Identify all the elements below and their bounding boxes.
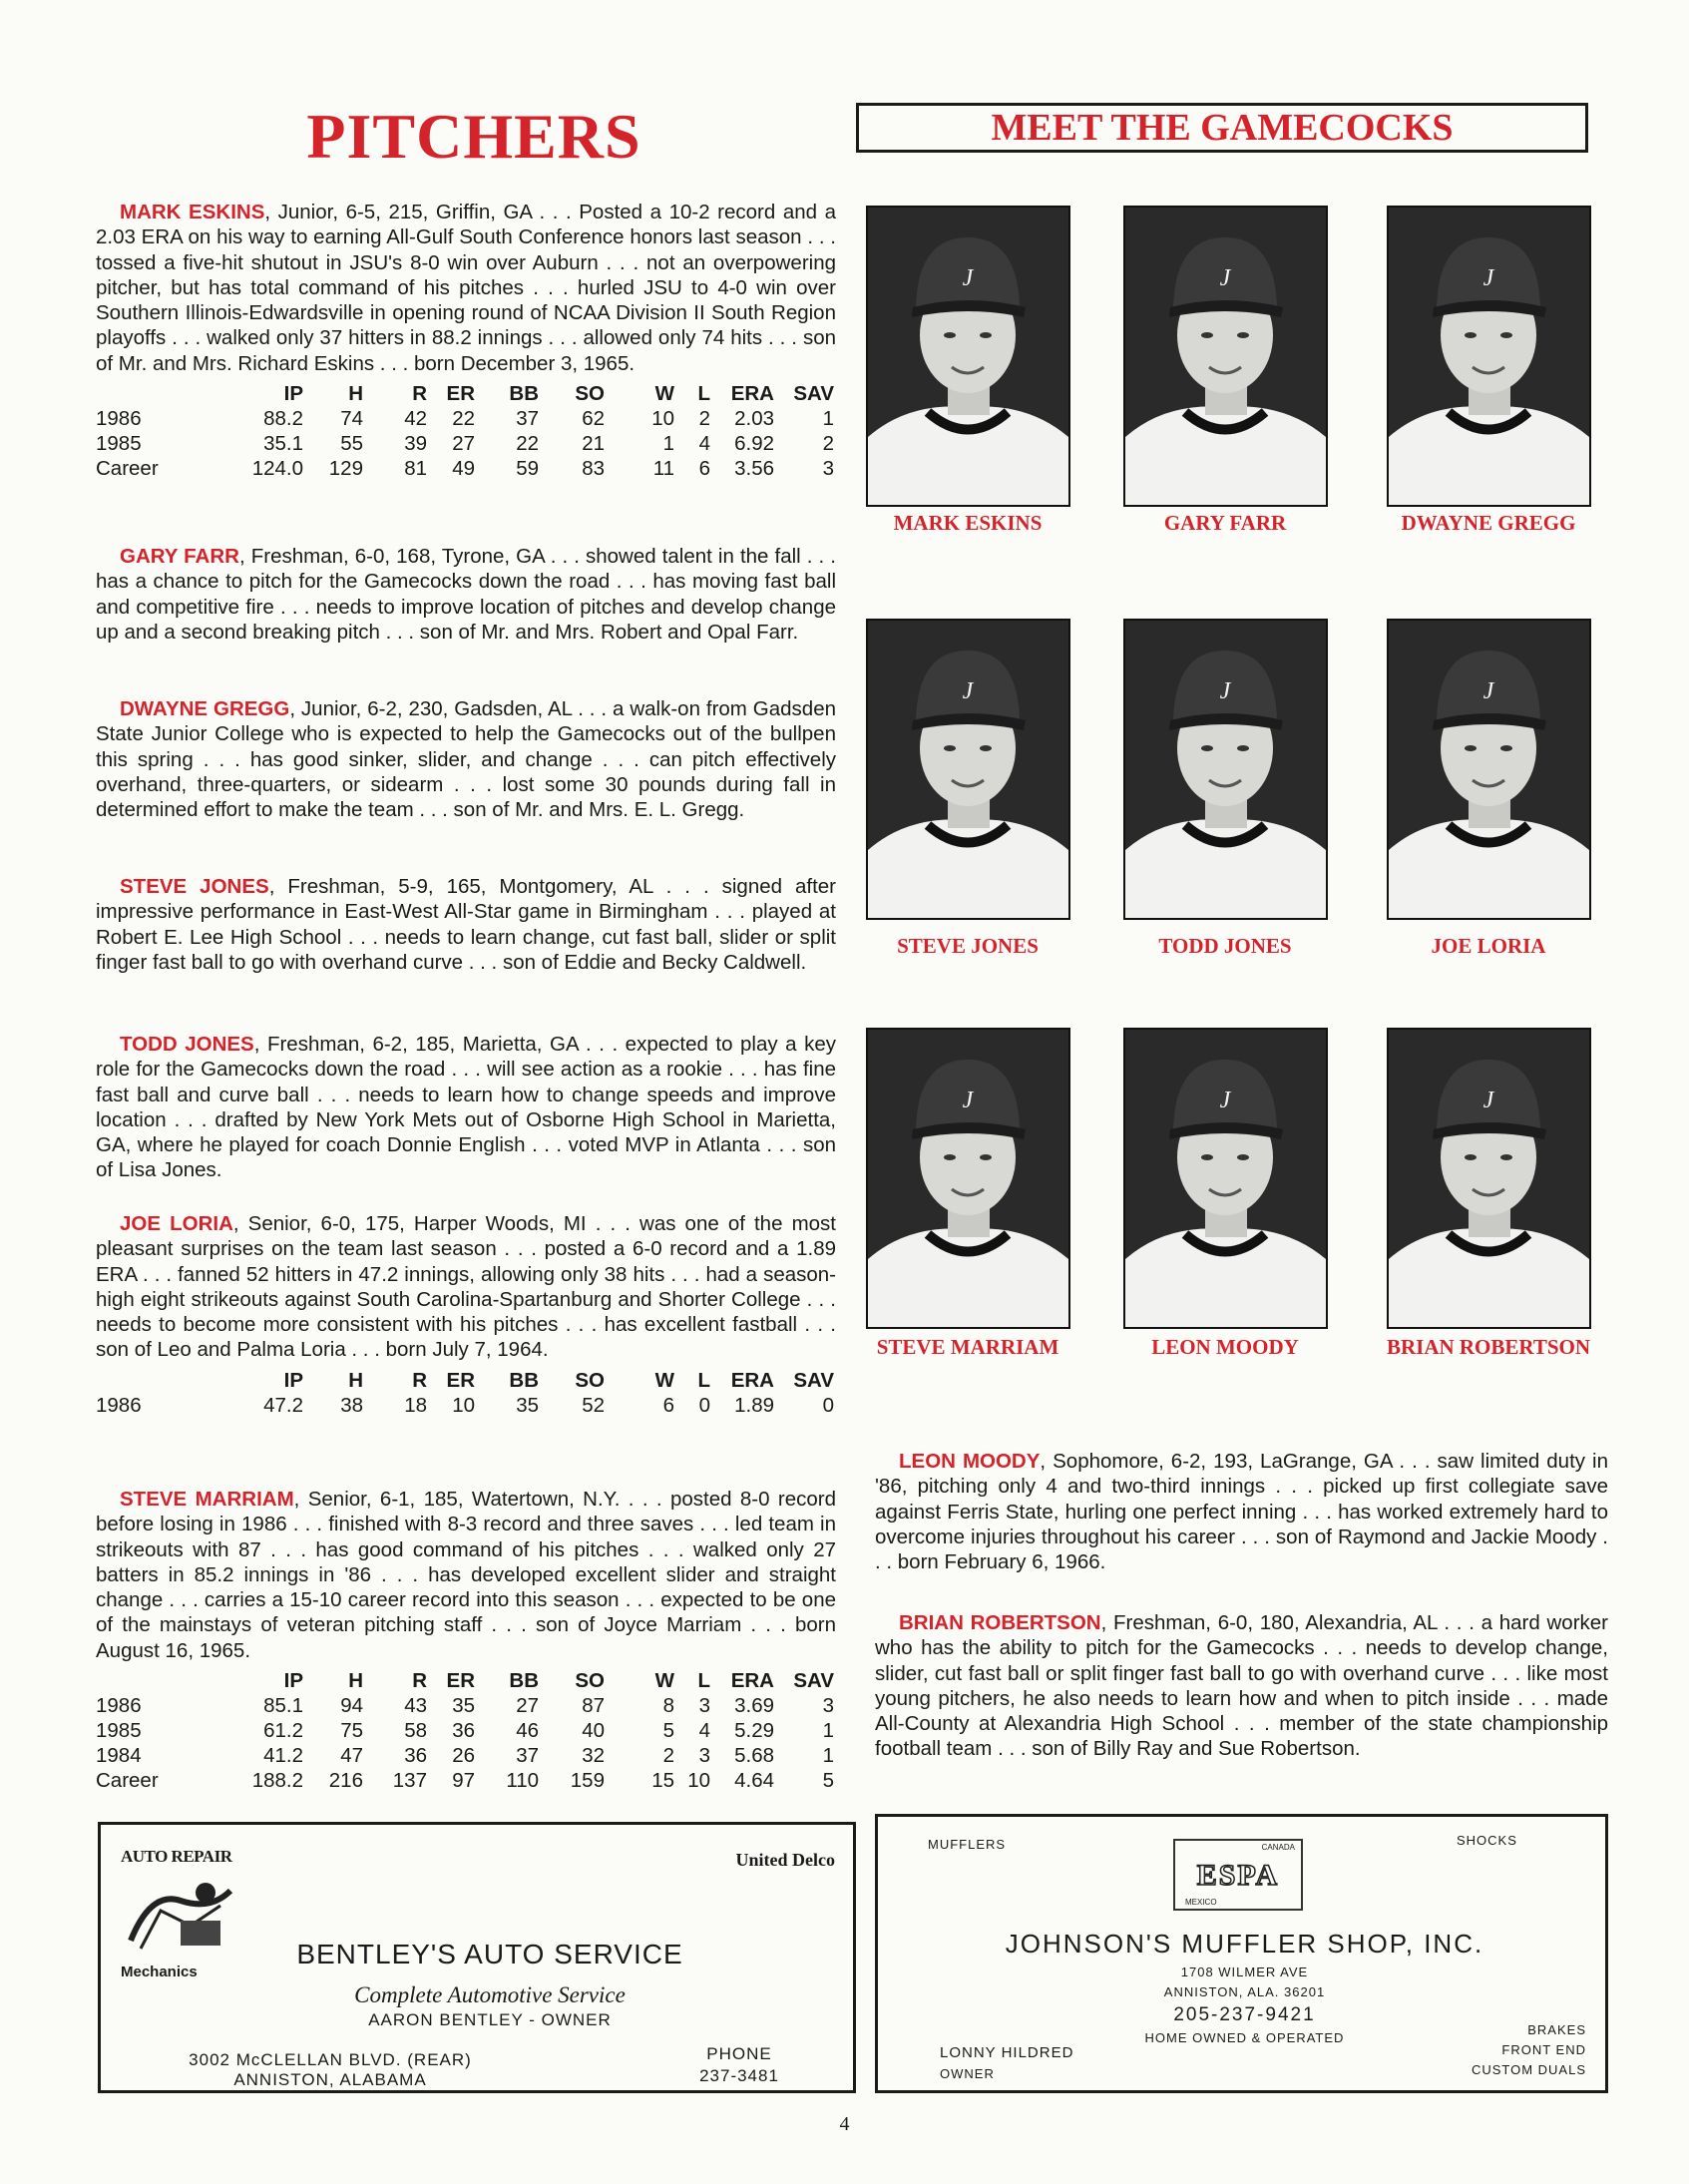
- pitchers-title: PITCHERS: [306, 101, 641, 172]
- cap-letter: J: [1482, 265, 1494, 291]
- bentley-phone: 237-3481: [699, 2066, 779, 2085]
- johnson-services: [1407, 2020, 1586, 2080]
- stats-row: [96, 431, 834, 456]
- player-photo: [866, 1028, 1070, 1329]
- stats-cell: 21: [582, 432, 605, 456]
- stats-cell: 88.2: [263, 407, 303, 431]
- stats-cell: 1: [822, 407, 834, 431]
- stats-header-row: [96, 382, 834, 406]
- stats-header: SO: [575, 382, 605, 406]
- stats-cell: 58: [404, 1719, 427, 1743]
- stats-cell: 61.2: [263, 1719, 303, 1743]
- bentley-tagline: Complete Automotive Service: [354, 1982, 626, 2007]
- stats-cell: 6: [662, 1393, 674, 1417]
- stats-header: R: [412, 1368, 427, 1392]
- photo-caption: LEON MOODY: [1151, 1335, 1299, 1359]
- meet-the-gamecocks-title: MEET THE GAMECOCKS: [856, 103, 1588, 153]
- photo-caption: STEVE MARRIAM: [876, 1335, 1059, 1359]
- stats-cell: 3.69: [734, 1694, 774, 1718]
- bio-text: , Freshman, 6-2, 185, Marietta, GA . . . expected to play a key role for the Gamecocks down the road . . . will see action as a rookie . . . has fine fast ball and curve ball . . . needs to learn how to change speeds and improve location . . . drafted by New York Mets out of Osborne High School in Marietta, GA, where he played for coach Donnie English . . . voted MVP in Atlanta . . . son of Lisa Jones.: [96, 1033, 836, 1182]
- photo-caption: TODD JONES: [1158, 934, 1292, 958]
- bio-name: STEVE MARRIAM: [120, 1488, 294, 1511]
- johnson-motto: HOME OWNED & OPERATED: [1144, 2030, 1345, 2045]
- stats-header: SAV: [793, 1368, 834, 1392]
- stats-header: W: [654, 1669, 674, 1693]
- bio-name: JOE LORIA: [120, 1212, 233, 1235]
- stats-header: ERA: [730, 1669, 774, 1693]
- bentley-phone-label: PHONE: [706, 2044, 772, 2063]
- photo-caption: GARY FARR: [1163, 511, 1287, 535]
- stats-cell: 49: [452, 457, 475, 481]
- bio-text: , Freshman, 6-0, 180, Alexandria, AL . . . a hard worker who has the ability to pitch for the Gamecocks . . . needs to develop change, slider, cut fast ball or split finger fast ball to go with overhand curve . . . like most young pitchers, he also needs to learn how and when to pitch inside . . . made All-County at Alexandria High School . . . member of the state championship football team . . . son of Billy Ray and Sue Robertson.: [875, 1611, 1608, 1761]
- bentley-owner: AARON BENTLEY - OWNER: [368, 2010, 612, 2029]
- stats-cell: 38: [340, 1393, 363, 1417]
- player-portrait-icon: [1125, 621, 1326, 918]
- stats-cell: 1986: [96, 1694, 142, 1718]
- bio-name: BRIAN ROBERTSON: [899, 1611, 1101, 1634]
- stats-cell: 2.03: [734, 407, 774, 431]
- stats-cell: 37: [516, 407, 539, 431]
- stats-cell: 1985: [96, 1719, 142, 1743]
- stats-header: IP: [283, 382, 303, 406]
- stats-cell: 10: [687, 1769, 710, 1793]
- player-photo: [866, 619, 1070, 920]
- page-number: 4: [839, 2113, 850, 2135]
- stats-cell: 55: [340, 432, 363, 456]
- stats-row: [96, 1743, 834, 1768]
- bio-text: , Junior, 6-2, 230, Gadsden, AL . . . a walk-on from Gadsden State Junior College who is expected to help the Gamecocks out of the bullpen this spring . . . has good sinker, slider, and change . . . can pitch effectively overhand, three-quarters, or sidearm . . . lost some 30 pounds during fall in determined effort to make the team . . . son of Mr. and Mrs. E. L. Gregg.: [96, 697, 836, 822]
- stats-cell: 2: [822, 432, 834, 456]
- mechanic-illustration-icon: [121, 1871, 240, 1955]
- stats-header: H: [348, 1669, 363, 1693]
- stats-cell: 35: [516, 1393, 539, 1417]
- cap-letter: J: [962, 265, 974, 291]
- player-portrait-icon: [868, 621, 1068, 918]
- service-front-end: FRONT END: [1501, 2042, 1586, 2057]
- stats-cell: 94: [340, 1694, 363, 1718]
- stats-cell: 36: [452, 1719, 475, 1743]
- stats-header: W: [654, 1368, 674, 1392]
- stats-cell: 1986: [96, 407, 142, 431]
- stats-cell: 22: [516, 432, 539, 456]
- stats-row: [96, 1693, 834, 1718]
- stats-cell: 3: [698, 1694, 710, 1718]
- stats-header: W: [654, 382, 674, 406]
- bio-dwayne-gregg: [96, 696, 836, 822]
- player-photo: [866, 206, 1070, 507]
- stats-cell: 4: [698, 1719, 710, 1743]
- player-portrait-icon: [1125, 208, 1326, 505]
- stats-cell: Career: [96, 457, 159, 481]
- bio-text: , Senior, 6-0, 175, Harper Woods, MI . . . was one of the most pleasant surprises on the team last season . . . posted a 6-0 record and a 1.89 ERA . . . fanned 52 hitters in 47.2 innings, allowing only 38 hits . . . had a season-high eight strikeouts against South Carolina-Spartanburg and Shorter College . . . needs to become more consistent with his pitches . . . has excellent fastball . . . son of Leo and Palma Loria . . . born July 7, 1964.: [96, 1212, 836, 1362]
- bentley-name: BENTLEY'S AUTO SERVICE: [296, 1939, 683, 1969]
- cap-letter: J: [1219, 1088, 1231, 1113]
- stats-cell: 75: [340, 1719, 363, 1743]
- shocks-label: SHOCKS: [1457, 1833, 1517, 1848]
- player-portrait-icon: [868, 1030, 1068, 1327]
- stats-cell: 40: [582, 1719, 605, 1743]
- stats-header: SO: [575, 1368, 605, 1392]
- bio-brian-robertson: [875, 1610, 1608, 1762]
- photo-caption: MARK ESKINS: [893, 511, 1043, 535]
- player-portrait-icon: [1389, 1030, 1589, 1327]
- stats-cell: 216: [328, 1769, 363, 1793]
- stats-cell: 188.2: [251, 1769, 303, 1793]
- stats-header: H: [348, 382, 363, 406]
- stats-cell: 87: [582, 1694, 605, 1718]
- bio-gary-farr: [96, 544, 836, 645]
- johnson-phone: 205-237-9421: [1173, 2004, 1316, 2025]
- stats-cell: 10: [651, 407, 674, 431]
- stats-cell: 6.92: [734, 432, 774, 456]
- stats-header: H: [348, 1368, 363, 1392]
- johnson-street: 1708 WILMER AVE: [1180, 1965, 1309, 1979]
- bio-todd-jones: [96, 1032, 836, 1183]
- stats-cell: 22: [452, 407, 475, 431]
- player-photo: [1387, 1028, 1591, 1329]
- stats-table: [96, 1669, 834, 1793]
- stats-cell: 62: [582, 407, 605, 431]
- stats-cell: 5: [822, 1769, 834, 1793]
- stats-cell: 0: [698, 1393, 710, 1417]
- stats-cell: 5.68: [734, 1744, 774, 1768]
- stats-header: BB: [509, 1669, 539, 1693]
- bio-name: DWAYNE GREGG: [120, 697, 290, 720]
- stats-cell: 43: [404, 1694, 427, 1718]
- stats-cell: 10: [452, 1393, 475, 1417]
- bio-text: , Sophomore, 6-2, 193, LaGrange, GA . . . saw limited duty in '86, pitching only 4 and two-third innings . . . picked up first collegiate save against Ferris State, hurling one perfect inning . . . has worked extremely hard to overcome injuries throughout his career . . . son of Raymond and Jackie Moody . . . born February 6, 1966.: [875, 1450, 1608, 1574]
- player-photo: [1387, 206, 1591, 507]
- johnson-city: ANNISTON, ALA. 36201: [1163, 1984, 1326, 1999]
- stats-cell: 35: [452, 1694, 475, 1718]
- stats-cell: 41.2: [263, 1744, 303, 1768]
- stats-cell: 2: [662, 1744, 674, 1768]
- player-photo: [1123, 206, 1328, 507]
- stats-header: SO: [575, 1669, 605, 1693]
- bio-text: , Junior, 6-5, 215, Griffin, GA . . . Posted a 10-2 record and a 2.03 ERA on his way to earning All-Gulf South Conference honors last season . . . tossed a five-hit shutout in JSU's 8-0 win over Auburn . . . not an overpowering pitcher, but has total command of his pitches . . . hurled JSU to 4-0 win over Southern Illinois-Edwardsville in opening round of NCAA Division II South Region playoffs . . . walked only 37 hitters in 88.2 innings . . . allowed only 74 hits . . . son of Mr. and Mrs. Richard Eskins . . . born December 3, 1965.: [96, 201, 836, 375]
- stats-header-row: [96, 1669, 834, 1693]
- service-custom-duals: CUSTOM DUALS: [1471, 2062, 1586, 2077]
- stats-cell: 59: [516, 457, 539, 481]
- stats-cell: 47: [340, 1744, 363, 1768]
- stats-cell: 5.29: [734, 1719, 774, 1743]
- espa-logo: [1173, 1839, 1303, 1911]
- stats-cell: 1984: [96, 1744, 142, 1768]
- logo-text: ESPA: [1196, 1859, 1280, 1892]
- stats-cell: 81: [404, 457, 427, 481]
- stats-cell: 4.64: [734, 1769, 774, 1793]
- stats-cell: 0: [822, 1393, 834, 1417]
- badge-subtitle: Mechanics: [121, 1964, 198, 1980]
- logo-top-text: CANADA: [1261, 1843, 1295, 1852]
- stats-cell: 39: [404, 432, 427, 456]
- service-brakes: BRAKES: [1527, 2022, 1586, 2037]
- stats-cell: 1.89: [734, 1393, 774, 1417]
- johnson-owner-title: OWNER: [940, 2066, 995, 2081]
- stats-header: ERA: [730, 1368, 774, 1392]
- player-portrait-icon: [1125, 1030, 1326, 1327]
- brand-text: United Delco: [735, 1850, 835, 1870]
- bio-name: STEVE JONES: [120, 875, 269, 898]
- stats-header: ER: [446, 1669, 475, 1693]
- stats-header: BB: [509, 382, 539, 406]
- stats-cell: 46: [516, 1719, 539, 1743]
- johnson-name: JOHNSON'S MUFFLER SHOP, INC.: [1005, 1929, 1484, 1959]
- badge-text: AUTO REPAIR: [121, 1847, 232, 1866]
- bio-text: , Freshman, 5-9, 165, Montgomery, AL . . . signed after impressive performance in East-West All-Star game in Birmingham . . . played at Robert E. Lee High School . . . needs to learn change, cut fast ball, slider or split finger fast ball to go with overhand curve . . . son of Eddie and Becky Caldwell.: [96, 875, 836, 974]
- stats-cell: 52: [582, 1393, 605, 1417]
- ad-bentley-auto-service: [98, 1822, 856, 2093]
- stats-cell: 1: [822, 1719, 834, 1743]
- stats-header: IP: [283, 1368, 303, 1392]
- bio-leon-moody: [875, 1449, 1608, 1574]
- cap-letter: J: [1219, 678, 1231, 704]
- player-portrait-icon: [868, 208, 1068, 505]
- stats-cell: 3.56: [734, 457, 774, 481]
- player-portrait-icon: [1389, 208, 1589, 505]
- logo-bottom-text: MEXICO: [1185, 1898, 1217, 1907]
- stats-header: L: [697, 1368, 710, 1392]
- stats-cell: 35.1: [263, 432, 303, 456]
- bio-joe-loria: [96, 1211, 836, 1418]
- stats-cell: 15: [651, 1769, 674, 1793]
- stats-cell: 42: [404, 407, 427, 431]
- stats-cell: 4: [698, 432, 710, 456]
- bentley-address-2: ANNISTON, ALABAMA: [233, 2070, 427, 2089]
- photo-caption: STEVE JONES: [897, 934, 1039, 958]
- stats-cell: 85.1: [263, 1694, 303, 1718]
- stats-cell: 27: [452, 432, 475, 456]
- stats-cell: 11: [652, 457, 674, 481]
- stats-cell: 32: [582, 1744, 605, 1768]
- stats-header: R: [412, 1669, 427, 1693]
- stats-cell: 47.2: [263, 1393, 303, 1417]
- stats-header: SAV: [793, 382, 834, 406]
- stats-header: BB: [509, 1368, 539, 1392]
- stats-cell: 1985: [96, 432, 142, 456]
- player-photo: [1123, 619, 1328, 920]
- stats-cell: 110: [506, 1769, 539, 1793]
- stats-cell: 97: [452, 1769, 475, 1793]
- bentley-address-1: 3002 McCLELLAN BLVD. (REAR): [189, 2050, 472, 2069]
- stats-cell: 1: [662, 432, 674, 456]
- johnson-owner-name: LONNY HILDRED: [940, 2044, 1074, 2061]
- stats-cell: 124.0: [251, 457, 303, 481]
- cap-letter: J: [962, 1088, 974, 1113]
- stats-cell: Career: [96, 1769, 159, 1793]
- stats-row: [96, 1393, 834, 1418]
- stats-cell: 18: [404, 1393, 427, 1417]
- player-photo: [1123, 1028, 1328, 1329]
- stats-cell: 5: [662, 1719, 674, 1743]
- stats-header: ERA: [730, 382, 774, 406]
- stats-cell: 27: [516, 1694, 539, 1718]
- cap-letter: J: [1482, 678, 1494, 704]
- stats-row: [96, 456, 834, 481]
- stats-cell: 3: [698, 1744, 710, 1768]
- stats-header: L: [697, 1669, 710, 1693]
- stats-row: [96, 1718, 834, 1743]
- stats-header: ER: [446, 1368, 475, 1392]
- player-photo: [1387, 619, 1591, 920]
- bio-mark-eskins: [96, 200, 836, 481]
- stats-cell: 36: [404, 1744, 427, 1768]
- bio-text: , Senior, 6-1, 185, Watertown, N.Y. . . . posted 8-0 record before losing in 1986 . . . finished with 8-3 record and three saves . . . led team in strikeouts with 87 . . . has good command of his pitches . . . walked only 27 batters in 85.2 innings in '86 . . . has developed excellent slider and straight change . . . carries a 15-10 career record into this season . . . expected to be one of the mainstays of veteran pitching staff . . . son of Joyce Marriam . . . born August 16, 1965.: [96, 1488, 836, 1662]
- stats-cell: 3: [822, 1694, 834, 1718]
- cap-letter: J: [962, 678, 974, 704]
- stats-row: [96, 406, 834, 431]
- stats-table: [96, 382, 834, 481]
- stats-cell: 26: [452, 1744, 475, 1768]
- united-delco-logo: [705, 1851, 835, 1869]
- stats-header: ER: [446, 382, 475, 406]
- stats-cell: 37: [516, 1744, 539, 1768]
- bio-name: GARY FARR: [120, 545, 239, 568]
- stats-cell: 6: [698, 457, 710, 481]
- stats-cell: 3: [822, 457, 834, 481]
- bio-steve-marriam: [96, 1487, 836, 1793]
- photo-caption: BRIAN ROBERTSON: [1386, 1335, 1591, 1359]
- stats-header: L: [697, 382, 710, 406]
- photo-caption: DWAYNE GREGG: [1401, 511, 1576, 535]
- stats-cell: 129: [328, 457, 363, 481]
- stats-cell: 74: [340, 407, 363, 431]
- stats-cell: 159: [570, 1769, 605, 1793]
- stats-cell: 2: [698, 407, 710, 431]
- stats-row: [96, 1768, 834, 1793]
- bio-name: LEON MOODY: [899, 1450, 1041, 1473]
- stats-cell: 1986: [96, 1393, 142, 1417]
- player-portrait-icon: [1389, 621, 1589, 918]
- stats-header: SAV: [793, 1669, 834, 1693]
- stats-cell: 83: [582, 457, 605, 481]
- ad-johnsons-muffler-shop: [875, 1814, 1608, 2093]
- bio-text: , Freshman, 6-0, 168, Tyrone, GA . . . showed talent in the fall . . . has a chance to pitch for the Gamecocks down the road . . . has moving fast ball and competitive fire . . . needs to improve location of pitches and develop change up and a second breaking pitch . . . son of Mr. and Mrs. Robert and Opal Farr.: [96, 545, 836, 644]
- stats-header: IP: [283, 1669, 303, 1693]
- bio-name: TODD JONES: [120, 1033, 254, 1056]
- stats-cell: 8: [662, 1694, 674, 1718]
- mufflers-label: MUFFLERS: [928, 1837, 1007, 1852]
- bio-steve-jones: [96, 874, 836, 975]
- stats-header: R: [412, 382, 427, 406]
- stats-cell: 137: [392, 1769, 427, 1793]
- stats-table: [96, 1369, 834, 1418]
- cap-letter: J: [1219, 265, 1231, 291]
- cap-letter: J: [1482, 1088, 1494, 1113]
- stats-cell: 1: [822, 1744, 834, 1768]
- photo-caption: JOE LORIA: [1431, 934, 1546, 958]
- bio-name: MARK ESKINS: [120, 201, 265, 223]
- stats-header-row: [96, 1369, 834, 1393]
